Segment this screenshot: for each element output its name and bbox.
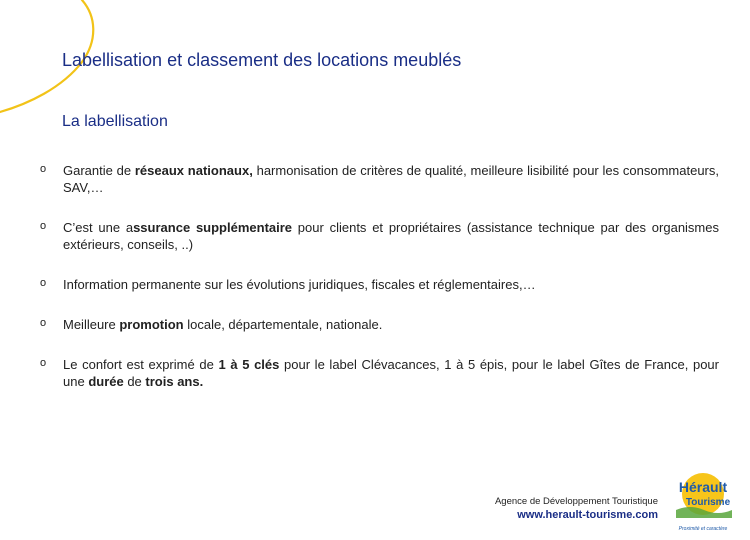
bullet-text-run: pour clients et propriétaires (assistance technique par des organismes extérieurs, conseils, ..) xyxy=(63,220,719,252)
bullet-text-run: Garantie de xyxy=(63,163,135,178)
herault-tourisme-logo xyxy=(668,468,738,534)
bullet-marker-icon: o xyxy=(40,220,47,232)
footer-website-link[interactable]: www.herault-tourisme.com xyxy=(517,509,658,521)
section-title: La labellisation xyxy=(62,113,168,130)
logo-tagline: Proximité et caractère xyxy=(678,526,728,532)
bullet-text-run: de xyxy=(123,374,146,389)
slide-title: Labellisation et classement des locations meublés xyxy=(62,50,462,70)
bullet-marker-icon: o xyxy=(40,277,47,289)
bullet-text-bold-run: promotion xyxy=(119,317,184,332)
bullet-marker-icon: o xyxy=(40,163,47,175)
bullet-text-run: Meilleure xyxy=(63,317,120,332)
bullet-text-run: harmonisation de critères de qualité, meilleure lisibilité pour les consommateurs, SAV,… xyxy=(63,163,720,195)
bullet-text-run: locale, départementale, nationale. xyxy=(183,317,383,332)
bullet-text-bold-run: trois ans. xyxy=(145,374,204,389)
footer-agency-name: Agence de Développement Touristique xyxy=(494,496,658,507)
bullet-text-run: pour le label Clévacances, 1 à 5 épis, pour le label Gîtes de France, pour une xyxy=(63,357,719,389)
bullet-text xyxy=(63,356,719,390)
bullet-text-bold-run: ssurance supplémentaire xyxy=(133,220,293,235)
bullet-text xyxy=(63,162,719,196)
bullet-text-bold-run: réseaux nationaux, xyxy=(134,163,253,178)
bullet-text xyxy=(63,219,719,253)
bullet-text xyxy=(63,276,719,293)
bullet-marker-icon: o xyxy=(40,317,47,329)
bullet-text-bold-run: durée xyxy=(88,374,124,389)
bullet-text-bold-run: 1 à 5 clés xyxy=(218,357,280,372)
bullet-text xyxy=(63,316,719,333)
bullet-text-run: Le confort est exprimé de xyxy=(63,357,219,372)
bullet-text-run: C’est une a xyxy=(63,220,134,235)
bullet-marker-icon: o xyxy=(40,357,47,369)
bullet-text-run: Information permanente sur les évolutions juridiques, fiscales et réglementaires,… xyxy=(63,277,536,292)
logo-brand-line1: Hérault xyxy=(678,479,728,495)
logo-brand-line2: Tourisme xyxy=(685,497,731,508)
